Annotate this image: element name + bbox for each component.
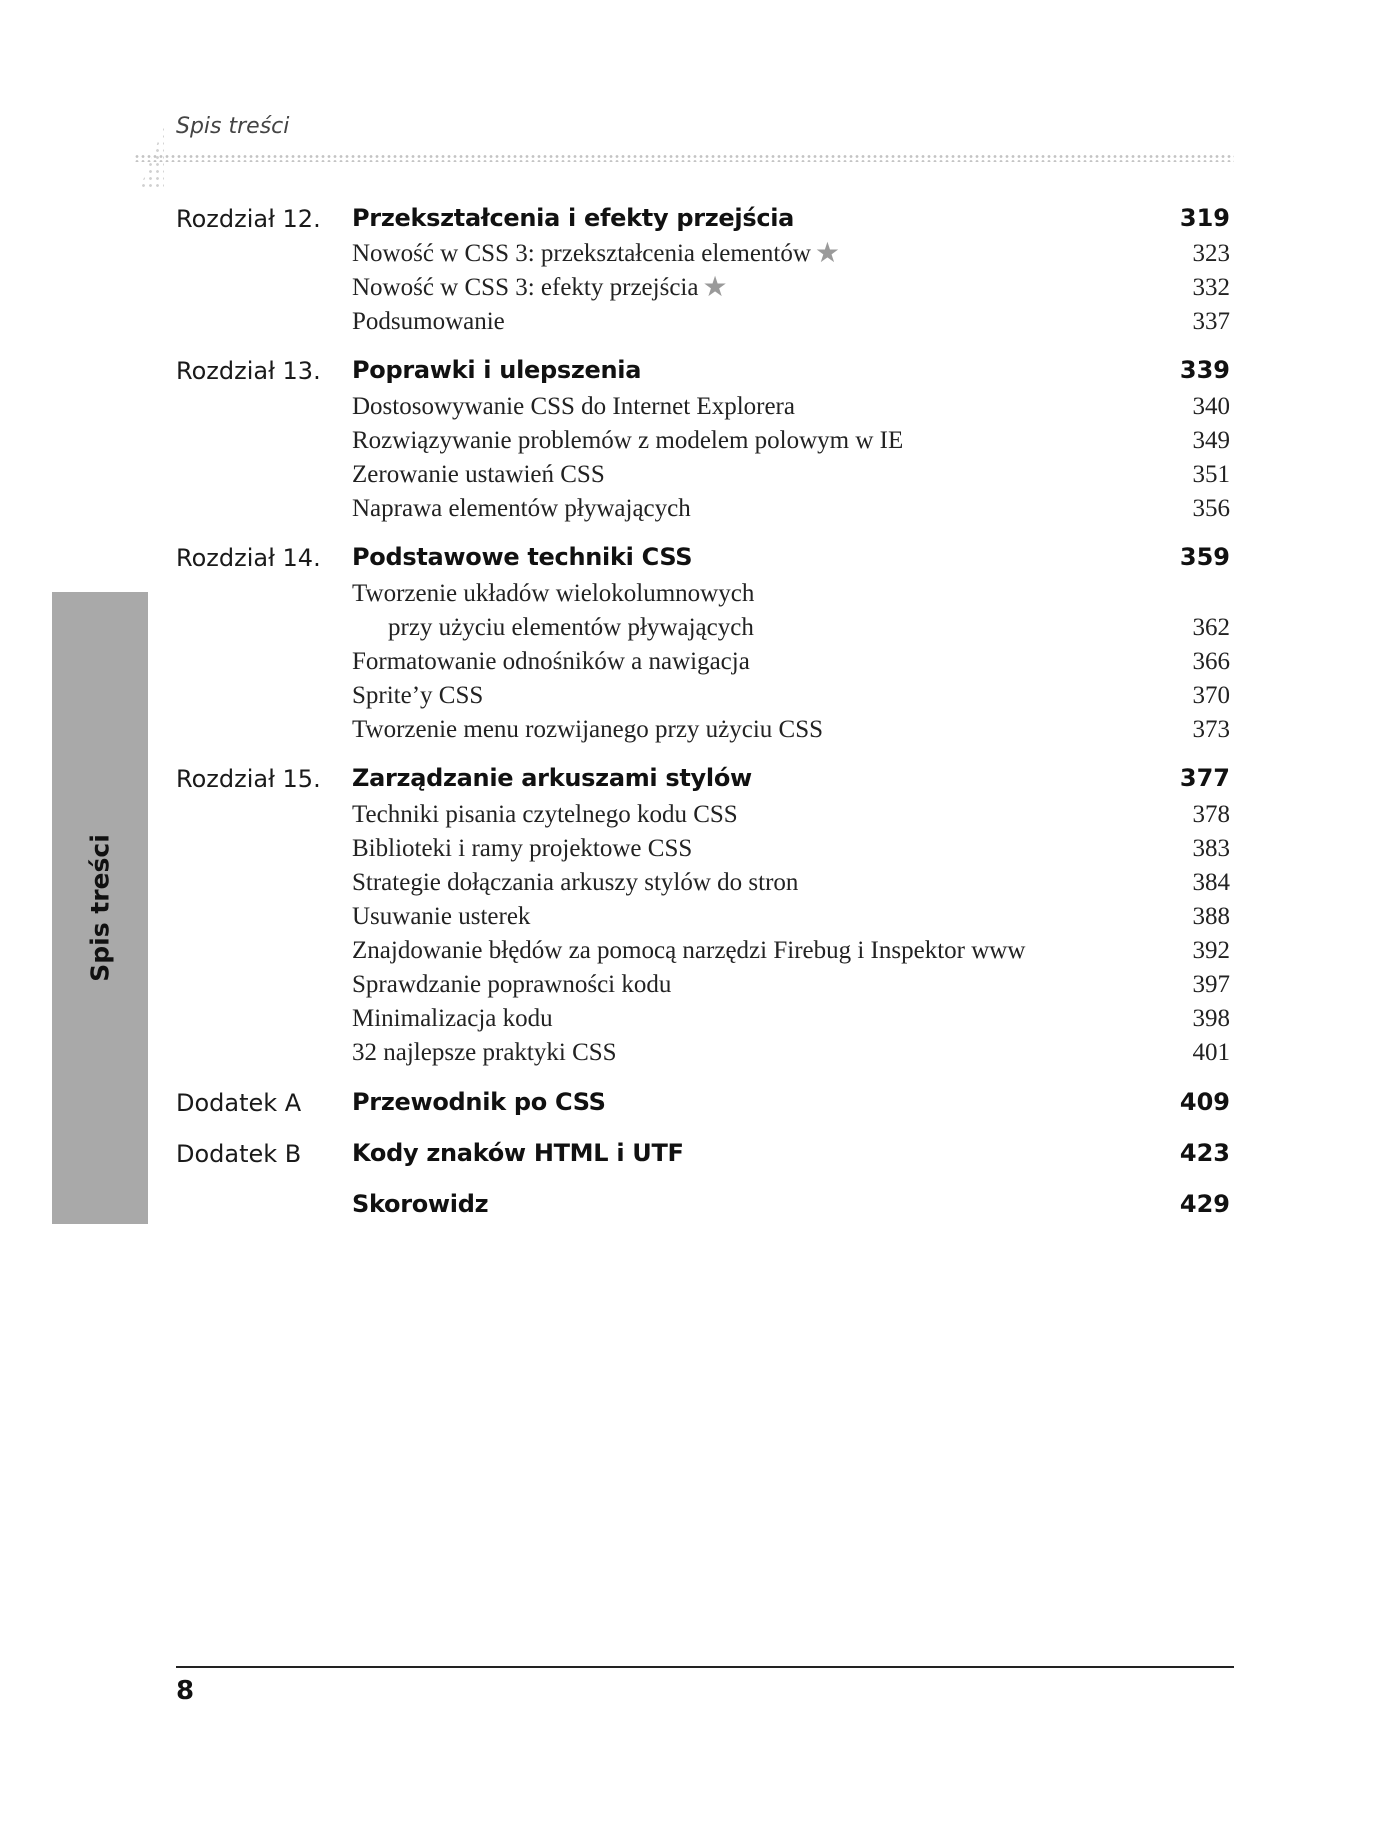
entry-page: 356: [1192, 495, 1230, 522]
entry-title: Biblioteki i ramy projektowe CSS: [352, 835, 693, 862]
star-icon: ★: [702, 272, 728, 303]
entry-title: Podsumowanie: [352, 308, 505, 335]
entry-title-text: Nowość w CSS 3: efekty przejścia: [352, 274, 699, 301]
index-title: Skorowidz: [352, 1190, 489, 1218]
entry-page: 388: [1192, 903, 1230, 930]
chapter-page: 377: [1179, 764, 1230, 792]
entry-title: Sprawdzanie poprawności kodu: [352, 971, 672, 998]
entry-title: Minimalizacja kodu: [352, 1005, 553, 1032]
running-header: Spis treści: [176, 114, 290, 139]
entry-page: 351: [1192, 461, 1230, 488]
toc-entry[interactable]: [352, 308, 1230, 340]
entry-title: Tworzenie układów wielokolumnowych: [352, 580, 755, 607]
entry-page: 373: [1192, 716, 1230, 743]
entry-page: 370: [1192, 682, 1230, 709]
toc-entry[interactable]: [352, 801, 1230, 833]
entry-page: 349: [1192, 427, 1230, 454]
entry-page: 383: [1192, 835, 1230, 862]
page-number: 8: [176, 1676, 195, 1706]
entry-title: Formatowanie odnośników a nawigacja: [352, 648, 750, 675]
side-tab-label: Spis treści: [85, 834, 115, 982]
chapter-label: Rozdział 12.: [176, 205, 321, 233]
toc-appendix-b[interactable]: [176, 1140, 1230, 1176]
toc-entry[interactable]: [352, 461, 1230, 493]
chapter-label: Rozdział 14.: [176, 544, 321, 572]
chapter-page: 339: [1179, 356, 1230, 384]
chapter-label: Rozdział 15.: [176, 765, 321, 793]
appendix-page: 409: [1179, 1088, 1230, 1116]
toc-chapter-14[interactable]: [176, 544, 1230, 580]
entry-title: Rozwiązywanie problemów z modelem polowym w IE: [352, 427, 904, 454]
toc-entry[interactable]: [352, 495, 1230, 527]
toc-entry[interactable]: [352, 393, 1230, 425]
footer-rule: [176, 1666, 1234, 1668]
entry-page: 337: [1192, 308, 1230, 335]
entry-title: Znajdowanie błędów za pomocą narzędzi Firebug i Inspektor www: [352, 937, 1026, 964]
chapter-title: Zarządzanie arkuszami stylów: [352, 764, 752, 792]
toc-entry[interactable]: [352, 274, 1230, 306]
entry-title: Naprawa elementów pływających: [352, 495, 691, 522]
toc-entry[interactable]: [352, 648, 1230, 680]
toc-entry[interactable]: [352, 937, 1230, 969]
toc-entry[interactable]: [352, 903, 1230, 935]
toc-entry[interactable]: [352, 427, 1230, 459]
toc-entry[interactable]: [352, 971, 1230, 1003]
toc-entry[interactable]: [352, 240, 1230, 272]
chapter-title: Przekształcenia i efekty przejścia: [352, 204, 795, 232]
entry-page: 366: [1192, 648, 1230, 675]
appendix-label: Dodatek B: [176, 1140, 302, 1168]
toc-index[interactable]: [176, 1191, 1230, 1227]
appendix-label: Dodatek A: [176, 1089, 302, 1117]
toc-entry[interactable]: [352, 869, 1230, 901]
entry-page: 378: [1192, 801, 1230, 828]
toc-entry[interactable]: [352, 1039, 1230, 1071]
entry-page: 392: [1192, 937, 1230, 964]
entry-title: 32 najlepsze praktyki CSS: [352, 1039, 617, 1066]
entry-title: Techniki pisania czytelnego kodu CSS: [352, 801, 738, 828]
entry-title: Dostosowywanie CSS do Internet Explorera: [352, 393, 795, 420]
entry-page: 401: [1192, 1039, 1230, 1066]
entry-title: Sprite’y CSS: [352, 682, 484, 709]
appendix-title: Kody znaków HTML i UTF: [352, 1139, 684, 1167]
entry-title: Zerowanie ustawień CSS: [352, 461, 605, 488]
entry-page: 340: [1192, 393, 1230, 420]
star-icon: ★: [814, 238, 841, 269]
entry-title-continuation: przy użyciu elementów pływających: [388, 614, 754, 641]
toc-entry[interactable]: [352, 1005, 1230, 1037]
toc-entry[interactable]: [352, 682, 1230, 714]
entry-title: [352, 240, 840, 268]
entry-title: [352, 274, 728, 302]
toc-chapter-15[interactable]: [176, 765, 1230, 801]
chapter-title: Poprawki i ulepszenia: [352, 356, 642, 384]
toc-appendix-a[interactable]: [176, 1089, 1230, 1125]
index-page: 429: [1179, 1190, 1230, 1218]
decorative-dotted-rule: [134, 154, 1234, 162]
toc-entry[interactable]: [352, 580, 1230, 646]
appendix-page: 423: [1179, 1139, 1230, 1167]
entry-page: 384: [1192, 869, 1230, 896]
entry-title: Strategie dołączania arkuszy stylów do stron: [352, 869, 799, 896]
entry-page: 323: [1192, 240, 1230, 267]
entry-title: Usuwanie usterek: [352, 903, 531, 930]
entry-page: 362: [1192, 614, 1230, 641]
entry-page: 332: [1192, 274, 1230, 301]
chapter-title: Podstawowe techniki CSS: [352, 543, 693, 571]
chapter-page: 319: [1179, 204, 1230, 232]
entry-page: 398: [1192, 1005, 1230, 1032]
chapter-page: 359: [1179, 543, 1230, 571]
entry-title: Tworzenie menu rozwijanego przy użyciu CSS: [352, 716, 824, 743]
side-tab: [52, 592, 148, 1224]
appendix-title: Przewodnik po CSS: [352, 1088, 606, 1116]
toc-entry[interactable]: [352, 716, 1230, 748]
chapter-label: Rozdział 13.: [176, 357, 321, 385]
entry-title-text: Nowość w CSS 3: przekształcenia elementów: [352, 240, 811, 267]
toc-chapter-12[interactable]: [176, 205, 1230, 241]
entry-page: 397: [1192, 971, 1230, 998]
toc-chapter-13[interactable]: [176, 357, 1230, 393]
toc-entry[interactable]: [352, 835, 1230, 867]
